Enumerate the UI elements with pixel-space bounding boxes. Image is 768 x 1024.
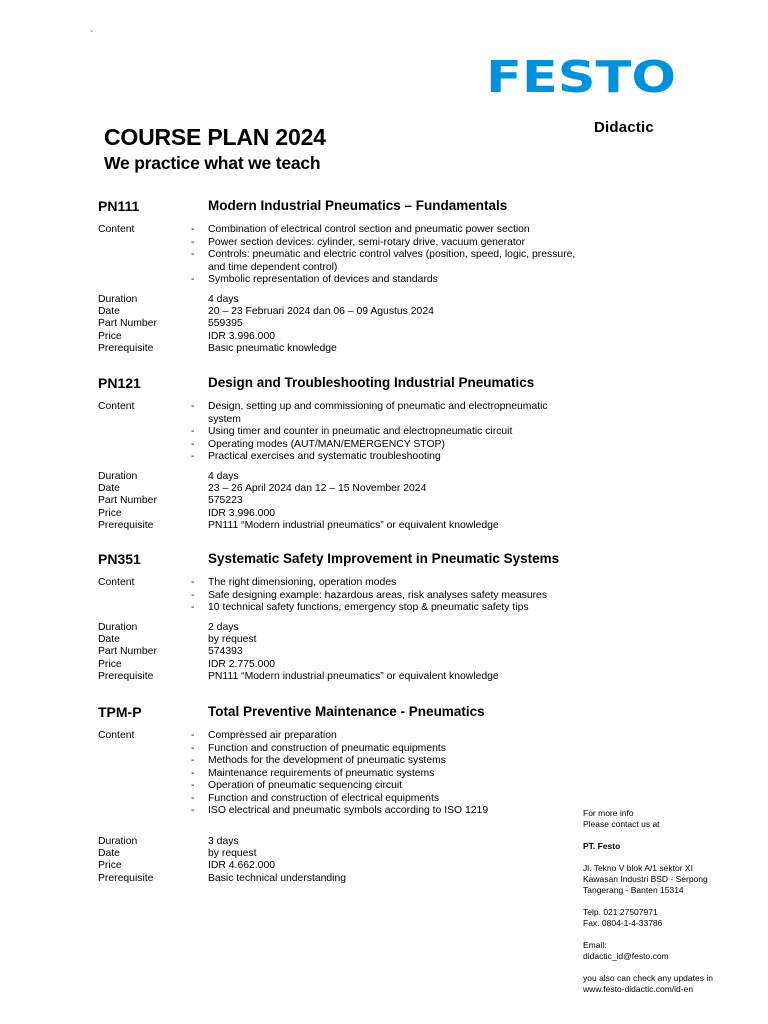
- price-value: IDR 3.996.000: [208, 507, 276, 519]
- date-value: by request: [208, 633, 257, 645]
- prerequisite-label: Prerequisite: [98, 343, 154, 355]
- list-item: - Operation of pneumatic sequencing circuit: [191, 780, 403, 791]
- list-item: - Using timer and counter in pneumatic and electropneumatic circuit: [191, 426, 513, 437]
- list-item: - Function and construction of electrical equipments: [191, 792, 440, 804]
- corner-mark: `: [90, 30, 94, 41]
- course-details: [98, 471, 578, 533]
- date-value: 20 – 23 Februari 2024 dan 06 – 09 Agustus 2024: [208, 305, 434, 317]
- part-number-value: 574393: [208, 646, 243, 658]
- price-label: Price: [98, 507, 122, 519]
- telephone: Telp. 021 27507971: [583, 907, 658, 917]
- list-item: - The right dimensioning, operation modes: [191, 577, 397, 588]
- updates-text: you also can check any updates in: [583, 973, 713, 983]
- duration-value: 4 days: [208, 470, 239, 482]
- price-value: IDR 3.996.000: [208, 330, 276, 342]
- prerequisite-label: Prerequisite: [98, 520, 154, 532]
- prerequisite-label: Prerequisite: [98, 872, 154, 884]
- duration-label: Duration: [98, 293, 138, 305]
- content-label: Content: [98, 401, 135, 412]
- list-item: - Combination of electrical control section and pneumatic power section: [191, 224, 530, 235]
- fax: Fax. 0804-1-4-33786: [583, 918, 663, 928]
- prerequisite-label: Prerequisite: [98, 671, 154, 683]
- part-number-label: Part Number: [98, 495, 157, 507]
- duration-label: Duration: [98, 621, 138, 633]
- contact-info: [583, 808, 758, 995]
- course-code: TPM-P: [98, 704, 142, 720]
- price-label: Price: [98, 860, 122, 872]
- address-line: Kawasan Industri BSD - Serpong: [583, 874, 708, 884]
- page-subtitle: We practice what we teach: [104, 153, 321, 173]
- content-label: Content: [98, 577, 135, 588]
- date-label: Date: [98, 847, 120, 859]
- course-code: PN121: [98, 375, 141, 391]
- course-pn351: [98, 551, 578, 683]
- date-label: Date: [98, 633, 120, 645]
- course-code: PN111: [98, 198, 140, 214]
- course-title: Modern Industrial Pneumatics – Fundamentals: [208, 198, 508, 213]
- list-item: - ISO electrical and pneumatic symbols according to ISO 1219: [191, 805, 489, 816]
- email-link[interactable]: didactic_id@festo.com: [583, 951, 669, 961]
- festo-logo: [486, 56, 676, 98]
- course-pn111: [98, 198, 578, 355]
- content-label: Content: [98, 730, 135, 741]
- content-label: Content: [98, 224, 135, 235]
- list-item: - Function and construction of pneumatic equipments: [191, 742, 446, 754]
- list-item: - 10 technical safety functions, emergency stop & pneumatic safety tips: [191, 602, 529, 613]
- website-link[interactable]: www.festo-didactic.com/id-en: [583, 984, 694, 994]
- price-label: Price: [98, 658, 122, 670]
- list-item: - Controls: pneumatic and electric control valves (position, speed, logic, pressure, and time dependent control): [191, 249, 576, 273]
- address-line: Tangerang - Banten 15314: [583, 885, 684, 895]
- price-value: IDR 2.775.000: [208, 658, 276, 670]
- address-line: Jl. Tekno V blok A/1 sektor XI: [583, 863, 693, 873]
- list-item: - Safe designing example: hazardous areas, risk analyses safety measures: [191, 589, 548, 601]
- date-label: Date: [98, 482, 120, 494]
- svg-text:FESTO: FESTO: [486, 56, 676, 98]
- prerequisite-value: Basic pneumatic knowledge: [208, 343, 337, 355]
- list-item: - Design, setting up and commissioning of pneumatic and electropneumatic system: [191, 401, 548, 425]
- duration-label: Duration: [98, 470, 138, 482]
- prerequisite-value: PN111 “Modern industrial pneumatics” or equivalent knowledge: [208, 671, 499, 683]
- list-item: - Operating modes (AUT/MAN/EMERGENCY STOP): [191, 438, 445, 450]
- date-label: Date: [98, 305, 120, 317]
- course-details: [98, 836, 578, 886]
- list-item: - Compressed air preparation: [191, 730, 337, 741]
- part-number-label: Part Number: [98, 646, 157, 658]
- duration-label: Duration: [98, 835, 138, 847]
- date-value: 23 – 26 April 2024 dan 12 – 15 November 2024: [208, 482, 427, 494]
- content-list: [191, 577, 578, 615]
- course-title: Design and Troubleshooting Industrial Pneumatics: [208, 375, 535, 390]
- prerequisite-value: PN111 “Modern industrial pneumatics” or equivalent knowledge: [208, 520, 499, 532]
- course-title: Systematic Safety Improvement in Pneumatic Systems: [208, 551, 560, 566]
- company-name: PT. Festo: [583, 841, 621, 851]
- content-list: [191, 730, 578, 818]
- page-title: COURSE PLAN 2024: [104, 124, 326, 150]
- course-code: PN351: [98, 551, 141, 567]
- contact-intro-line: For more info: [583, 808, 634, 818]
- list-item: - Practical exercises and systematic troubleshooting: [191, 451, 441, 462]
- content-list: [191, 224, 578, 287]
- duration-value: 3 days: [208, 835, 239, 847]
- course-details: [98, 294, 578, 356]
- course-title: Total Preventive Maintenance - Pneumatics: [208, 704, 485, 719]
- duration-value: 4 days: [208, 293, 239, 305]
- list-item: - Maintenance requirements of pneumatic systems: [191, 767, 435, 779]
- division-label: Didactic: [594, 119, 654, 136]
- part-number-value: 575223: [208, 495, 243, 507]
- course-details: [98, 622, 578, 684]
- content-list: [191, 401, 578, 464]
- price-label: Price: [98, 330, 122, 342]
- date-value: by request: [208, 847, 257, 859]
- prerequisite-value: Basic technical understanding: [208, 872, 347, 884]
- contact-intro-line: Please contact us at: [583, 819, 660, 829]
- price-value: IDR 4.662.000: [208, 860, 276, 872]
- course-tpm-p: [98, 704, 578, 885]
- list-item: - Symbolic representation of devices and standards: [191, 274, 438, 285]
- email-label: Email:: [583, 940, 607, 950]
- course-pn121: [98, 375, 578, 532]
- duration-value: 2 days: [208, 621, 239, 633]
- part-number-value: 559395: [208, 318, 243, 330]
- list-item: - Methods for the development of pneumatic systems: [191, 755, 446, 766]
- list-item: - Power section devices: cylinder, semi-rotary drive, vacuum generator: [191, 236, 526, 248]
- part-number-label: Part Number: [98, 318, 157, 330]
